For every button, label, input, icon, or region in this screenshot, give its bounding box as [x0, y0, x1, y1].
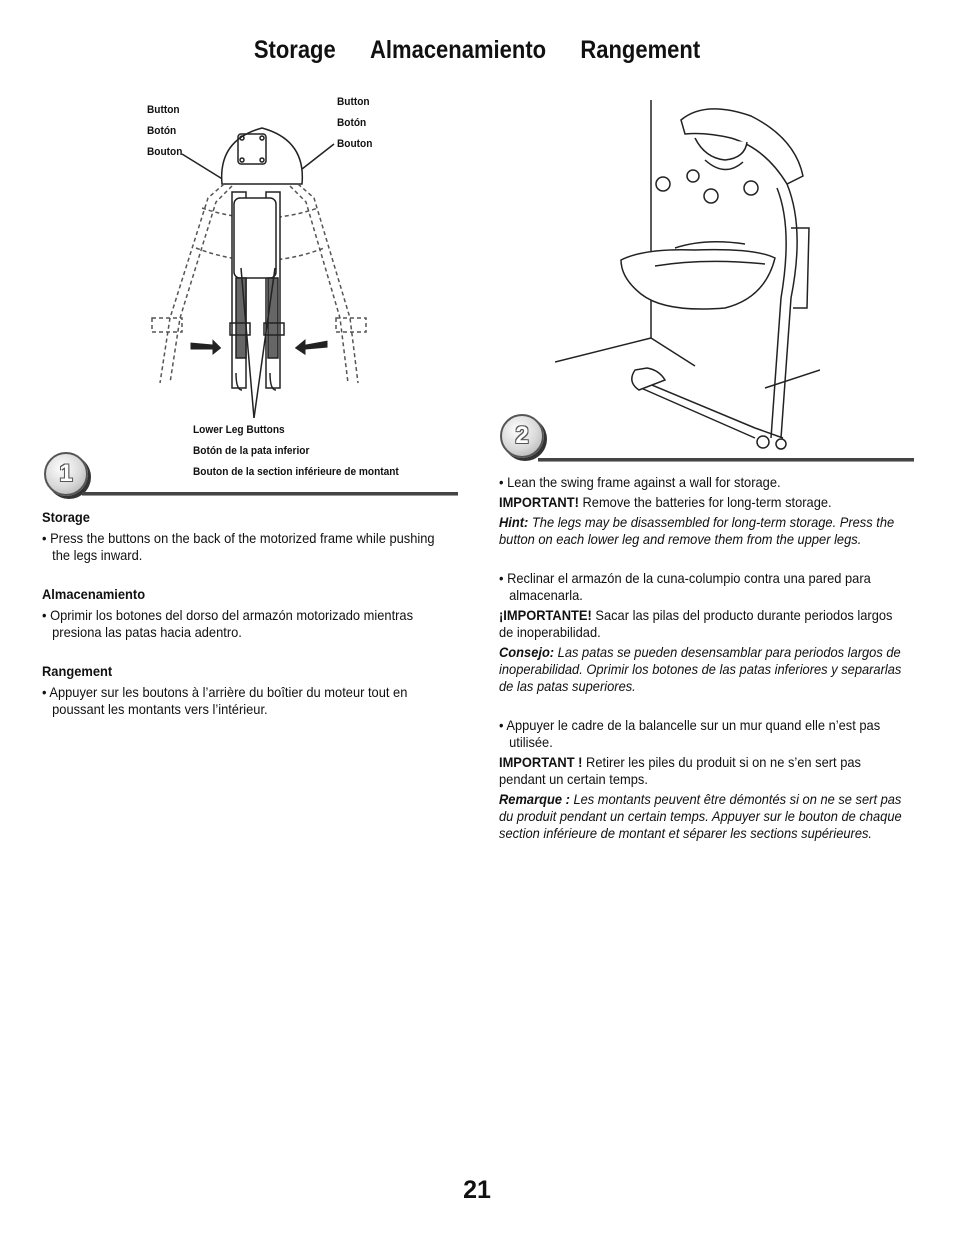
- fig1-bottom-label-fr: Bouton de la section inférieure de montant: [193, 466, 399, 478]
- swing-frame-front-illustration: [140, 118, 380, 418]
- fig1-right-label-es: Botón: [337, 117, 367, 129]
- title-spanish: Almacenamiento: [370, 36, 547, 64]
- en-hint-text: The legs may be disassembled for long-term storage. Press the button on each lower leg and remove them from the upper legs.: [499, 514, 895, 547]
- english-block: [499, 474, 909, 548]
- es-hint-note: [499, 644, 909, 695]
- fig1-right-label-en: Button: [337, 96, 370, 108]
- right-column-instructions: [499, 474, 909, 864]
- en-important-note: [499, 494, 909, 511]
- en-hint-note: [499, 514, 909, 548]
- es-lean-instruction: • Reclinar el armazón de la cuna-columpio contra una pared para almacenarla.: [499, 570, 871, 603]
- title-french: Rangement: [580, 36, 701, 64]
- title-english: Storage: [253, 36, 336, 64]
- es-important-label: ¡IMPORTANTE!: [499, 607, 592, 623]
- fig1-right-label-fr: Bouton: [337, 138, 373, 150]
- en-important-text: Remove the batteries for long-term storage.: [578, 494, 832, 510]
- rangement-heading: Rangement: [42, 663, 113, 679]
- fig1-left-label-en: Button: [147, 104, 180, 116]
- es-hint-label: Consejo:: [499, 644, 555, 660]
- fr-hint-label: Remarque :: [499, 791, 570, 807]
- almacenamiento-heading: Almacenamiento: [42, 586, 146, 602]
- fr-important-text: Retirer les piles du produit si on ne s’en sert pas pendant un certain temps.: [499, 754, 861, 787]
- fig1-bottom-label-es: Botón de la pata inferior: [193, 445, 310, 457]
- rangement-instruction: • Appuyer sur les boutons à l’arrière du boîtier du moteur tout en poussant les montants vers l’intérieur.: [42, 684, 408, 717]
- almacenamiento-section: [42, 586, 451, 641]
- rangement-section: [42, 663, 451, 718]
- storage-instruction: • Press the buttons on the back of the motorized frame while pushing the legs inward.: [42, 530, 435, 563]
- step-1-number: 1: [44, 452, 88, 496]
- storage-section: [42, 509, 451, 564]
- fig1-lower-leg-labels: [193, 420, 399, 483]
- fig1-left-label-es: Botón: [147, 125, 177, 137]
- en-important-label: IMPORTANT!: [499, 494, 579, 510]
- page-number: 21: [463, 1176, 491, 1204]
- es-important-note: [499, 607, 909, 641]
- en-lean-instruction: • Lean the swing frame against a wall for storage.: [499, 474, 781, 490]
- fig1-left-label-fr: Bouton: [147, 146, 183, 158]
- french-block: [499, 717, 909, 842]
- fr-important-note: [499, 754, 909, 788]
- fr-lean-instruction: • Appuyer le cadre de la balancelle sur un mur quand elle n’est pas utilisée.: [499, 717, 881, 750]
- step-1-divider: [82, 492, 458, 495]
- fr-hint-text: Les montants peuvent être démontés si on ne se sert pas du produit pendant un certain temps. Appuyer sur le bouton de chaque section inférieure de montant et séparer les sections supérieures.: [499, 791, 902, 841]
- fr-important-label: IMPORTANT !: [499, 754, 583, 770]
- almacenamiento-instruction: • Oprimir los botones del dorso del armazón motorizado mientras presiona las patas hacia adentro.: [42, 607, 414, 640]
- left-column-instructions: [42, 509, 451, 740]
- page-title: [57, 36, 897, 65]
- fr-hint-note: [499, 791, 909, 842]
- en-hint-label: Hint:: [499, 514, 529, 530]
- es-important-text: Sacar las pilas del producto durante periodos largos de inoperabilidad.: [499, 607, 893, 640]
- storage-heading: Storage: [42, 509, 90, 525]
- es-hint-text: Las patas se pueden desensamblar para periodos largos de inoperabilidad. Oprimir los botones de las patas inferiores y separarlas de las patas superiores.: [499, 644, 902, 694]
- spanish-block: [499, 570, 909, 695]
- swing-against-wall-illustration: [555, 98, 820, 450]
- step-2-divider: [538, 458, 914, 461]
- step-2-number: 2: [500, 414, 544, 458]
- fig1-bottom-label-en: Lower Leg Buttons: [193, 424, 285, 436]
